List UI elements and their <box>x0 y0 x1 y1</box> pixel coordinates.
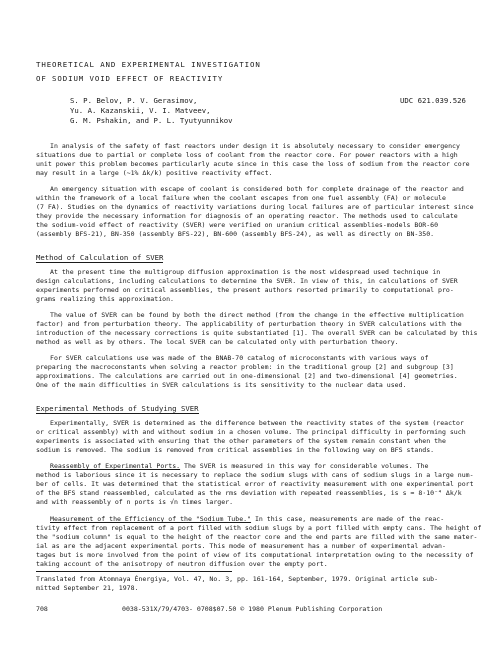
text-line: factor) and from perturbation theory. The applicability of perturbation theory in SVER calculations with the <box>36 320 462 329</box>
intro-paragraph <box>36 185 474 240</box>
text-line: ial as are the adjacent experimental ports. This mode of measurement has a number of experimental advan- <box>36 542 446 551</box>
text-line: they provide the necessary information for diagnosis of an operating reactor. The methods used to calculate <box>36 212 458 221</box>
text-line <box>36 515 466 524</box>
text-run: In this case, measurements are made of the reac- <box>251 515 445 523</box>
abstract-paragraph <box>36 142 470 178</box>
text-line: Translated from Atomnaya Énergiya, Vol. 47, No. 3, pp. 161-164, September, 1979. Original article sub- <box>36 575 439 583</box>
author-list <box>70 96 233 126</box>
section1-paragraph-3 <box>36 354 466 390</box>
section-heading-experimental: Experimental Methods of Studying SVER <box>36 404 199 413</box>
text-line: grams realizing this approximation. <box>36 295 174 304</box>
text-line: experiments is associated with ensuring that the other parameters of the system remain constant when the <box>36 437 446 446</box>
text-line: tivity effect from replacement of a port filled with sodium slugs by a port filled with empty cans. The height of <box>36 524 482 533</box>
section1-paragraph-2 <box>36 311 478 347</box>
text-line: the "sodium column" is equal to the height of the reactor core and the end parts are filled with the same mater- <box>36 533 478 542</box>
text-line: design calculations, including calculations to determine the SVER. In view of this, in calculations of SVER <box>36 277 458 286</box>
text-line <box>36 462 466 471</box>
copyright-line: 0038-531X/79/4703- 0708$07.50 © 1980 Plenum Publishing Corporation <box>122 605 383 613</box>
page-number: 708 <box>36 605 48 613</box>
text-line: Experimentally, SVER is determined as the difference between the reactivity states of the system (reactor <box>50 419 464 427</box>
text-run: The SVER is measured in this way for considerable volumes. The <box>180 462 429 470</box>
text-line: For SVER calculations use was made of the BNAB-70 catalog of microconstants with various ways of <box>50 354 429 362</box>
text-line: approximations. The calculations are carried out in one-dimensional [2] and two-dimensional [4] geometries. <box>36 372 458 381</box>
text-line: At the present time the multigroup diffusion approximation is the most widespread used technique in <box>50 268 441 276</box>
udc-code: UDC 621.039.526 <box>400 96 466 105</box>
text-line: unit power this problem becomes particularly acute since in this case the loss of sodium from the reactor core <box>36 160 470 169</box>
section2-paragraph-2 <box>36 462 474 507</box>
author-line: Yu. A. Kazanskii, V. I. Matveev, <box>70 106 211 115</box>
run-in-heading-sodium-tube: Measurement of the Efficiency of the "Sodium Tube." <box>50 515 252 523</box>
text-line: the sodium-void effect of reactivity (SVER) were verified on uranium critical assemblies-models BOR-60 <box>36 221 439 230</box>
text-line: of the BFS stand reassembled, calculated as the rms deviation with repeated reassemblies, is s ≈ 8·10⁻⁴ Δk/k <box>36 489 462 498</box>
text-line: (assembly BFS-21), BN-350 (assembly BFS-22), BN-600 (assembly BFS-24), as well as directly on BN-350. <box>36 230 435 239</box>
text-line: An emergency situation with escape of coolant is considered both for complete drainage of the reactor and <box>50 185 464 193</box>
text-line: taking account of the anisotropy of neutron diffusion over the empty port. <box>36 560 328 569</box>
section-heading-calculation: Method of Calculation of SVER <box>36 253 164 262</box>
text-line: One of the main difficulties in SVER calculations is its sensitivity to the nuclear data used. <box>36 381 407 390</box>
text-line: or critical assembly) with and without sodium in a chosen volume. The principal difficulty in performing such <box>36 428 466 437</box>
text-line: (7 FA). Studies on the dynamics of reactivity variations during local failures are of particular interest since <box>36 203 474 212</box>
text-line: sodium is removed. The sodium is removed from critical assemblies in the following way on BFS stands. <box>36 446 435 455</box>
text-line: method is laborious since it is necessary to replace the sodium slugs with cans of sodium slugs in a large num- <box>36 471 474 480</box>
text-line: In analysis of the safety of fast reactors under design it is absolutely necessary to consider emergency <box>50 142 460 150</box>
footnote <box>36 575 438 593</box>
author-line: G. M. Pshakin, and P. L. Tyutyunnikov <box>70 116 233 125</box>
paper-title-line-1: THEORETICAL AND EXPERIMENTAL INVESTIGATION <box>36 60 261 69</box>
text-line: method as well as by others. The local SVER can be calculated only with perturbation theory. <box>36 338 399 347</box>
text-line: within the framework of a local failure when the coolant escapes from one fuel assembly (FA) or molecule <box>36 194 446 203</box>
text-line: preparing the macroconstants when solving a reactor problem: in the traditional group [2] and subgroup [3] <box>36 363 454 372</box>
run-in-heading-reassembly: Reassembly of Experimental Ports. <box>50 462 181 470</box>
footnote-divider <box>36 571 232 572</box>
author-line: S. P. Belov, P. V. Gerasimov, <box>70 96 198 105</box>
text-line: ber of cells. It was determined that the statistical error of reactivity measurement with one experimental port <box>36 480 474 489</box>
text-line: and with reassembly of n ports is √n times larger. <box>36 498 234 507</box>
text-line: mitted September 21, 1978. <box>36 584 139 592</box>
text-line: The value of SVER can be found by both the direct method (from the change in the effective multiplication <box>50 311 464 319</box>
text-line: introduction of the necessary corrections is quite substantiated [1]. The overall SVER can be calculated by this <box>36 329 478 338</box>
section1-paragraph-1 <box>36 268 466 304</box>
text-line: experiments performed on critical assemblies, the present authors resorted primarily to computational pro- <box>36 286 454 295</box>
text-line: may result in a large (~1% Δk/k) positive reactivity effect. <box>36 169 273 178</box>
section2-paragraph-1 <box>36 419 466 455</box>
paper-title-line-2: OF SODIUM VOID EFFECT OF REACTIVITY <box>36 74 224 83</box>
section2-paragraph-3 <box>36 515 482 570</box>
text-line: tages but is more involved from the point of view of its computational interpretation owing to the necessity of <box>36 551 474 560</box>
text-line: situations due to partial or complete loss of coolant from the reactor core. For power reactors with a high <box>36 151 458 160</box>
